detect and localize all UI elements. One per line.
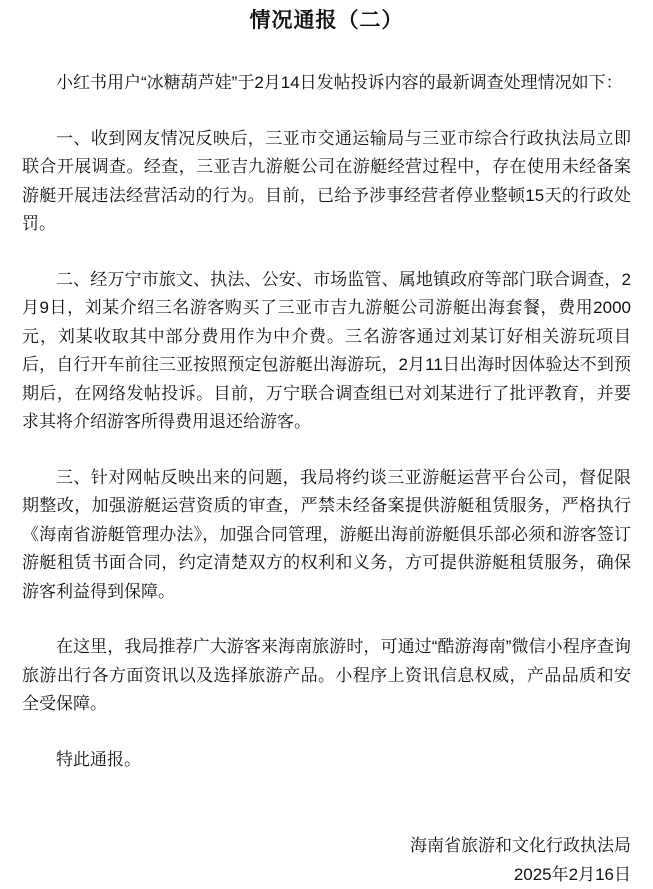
paragraph-item-1: 一、收到网友情况反映后，三亚市交通运输局与三亚市综合行政执法局立即联合开展调查。经查，三亚吉九游艇公司在游艇经营过程中，存在使用未经备案游艇开展违法经营活动的行为。目前，已给予涉事经营者停业整顿15天的行政处罚。 bbox=[22, 125, 631, 239]
signature-date: 2025年2月16日 bbox=[22, 861, 631, 889]
paragraph-item-3: 三、针对网帖反映出来的问题，我局将约谈三亚游艇运营平台公司，督促限期整改，加强游艇运营资质的审查，严禁未经备案提供游艇租赁服务，严格执行《海南省游艇管理办法》，加强合同管理，游艇出海前游艇俱乐部必须和游客签订游艇租赁书面合同，约定清楚双方的权利和义务，方可提供游艇租赁服务，确保游客利益得到保障。 bbox=[22, 464, 631, 607]
paragraph-recommendation: 在这里，我局推荐广大游客来海南旅游时，可通过“酷游海南”微信小程序查询旅游出行各方面资讯以及选择旅游产品。小程序上资讯信息权威，产品品质和安全受保障。 bbox=[22, 633, 631, 719]
closing-line: 特此通报。 bbox=[22, 746, 631, 775]
intro-paragraph: 小红书用户“冰糖葫芦娃”于2月14日发帖投诉内容的最新调查处理情况如下： bbox=[22, 69, 631, 98]
document-title: 情况通报（二） bbox=[22, 8, 631, 33]
signature-agency: 海南省旅游和文化行政执法局 bbox=[22, 832, 631, 861]
paragraph-item-2: 二、经万宁市旅文、执法、公安、市场监管、属地镇政府等部门联合调查，2月9日，刘某介绍三名游客购买了三亚市吉九游艇公司游艇出海套餐，费用2000元，刘某收取其中部分费用作为中介费。三名游客通过刘某订好相关游玩项目后，自行开车前往三亚按照预定包游艇出海游玩，2月11日出海时因体验达不到预期后，在网络发帖投诉。目前，万宁联合调查组已对刘某进行了批评教育，并要求其将介绍游客所得费用退还给游客。 bbox=[22, 266, 631, 437]
signature-block bbox=[22, 832, 631, 889]
